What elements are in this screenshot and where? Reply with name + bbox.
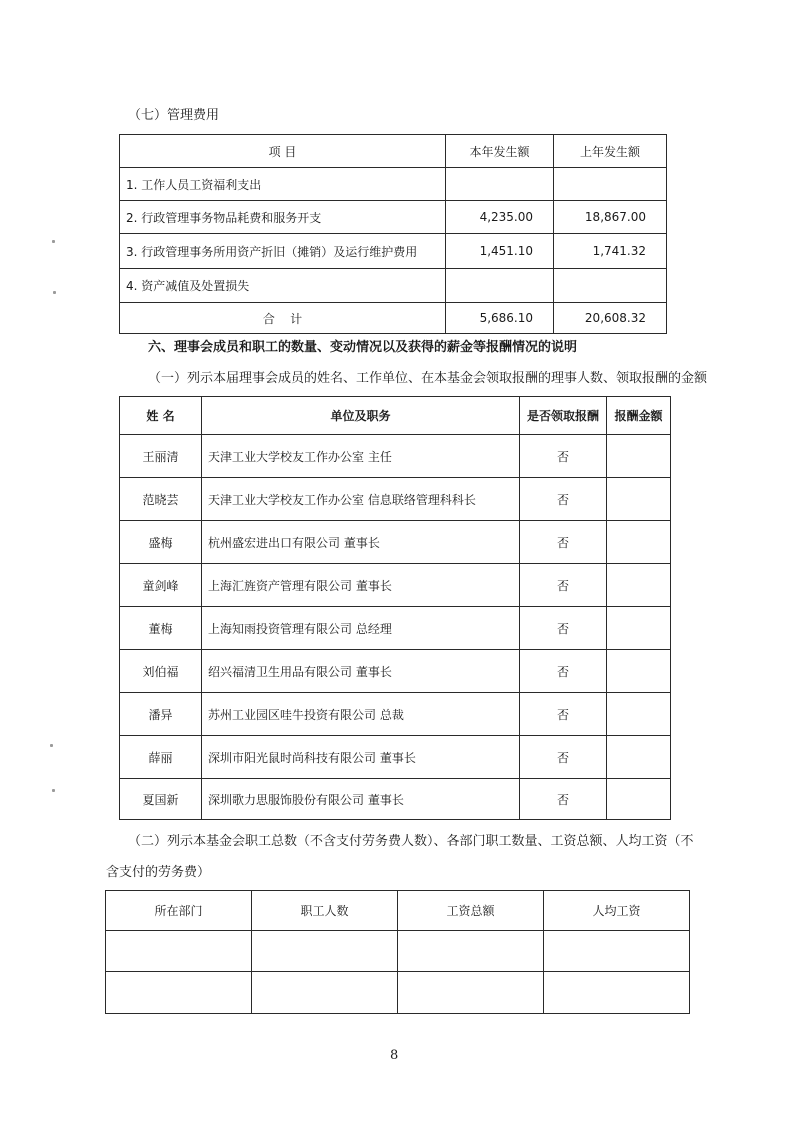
section6-sub2-line2: 含支付的劳务费） <box>106 865 211 880</box>
row-previous: 18,867.00 <box>554 201 667 234</box>
member-paid: 否 <box>520 693 607 736</box>
member-amount <box>607 607 671 650</box>
header-total-wages: 工资总额 <box>398 891 544 931</box>
empty-cell <box>398 931 544 972</box>
table-row <box>120 168 667 201</box>
scan-speck <box>53 291 56 294</box>
row-current <box>446 269 554 303</box>
member-name: 薛丽 <box>120 736 202 779</box>
member-paid: 否 <box>520 779 607 820</box>
empty-cell <box>106 972 252 1014</box>
member-paid: 否 <box>520 736 607 779</box>
member-amount <box>607 564 671 607</box>
member-name: 盛梅 <box>120 521 202 564</box>
header-item: 项 目 <box>120 135 446 168</box>
member-amount <box>607 521 671 564</box>
member-paid: 否 <box>520 435 607 478</box>
member-unit: 杭州盛宏进出口有限公司 董事长 <box>202 521 520 564</box>
table-total-row <box>120 303 667 334</box>
member-amount <box>607 779 671 820</box>
row-previous <box>554 269 667 303</box>
row-item: 2. 行政管理事务物品耗费和服务开支 <box>120 201 446 234</box>
table-row <box>120 435 671 478</box>
member-paid: 否 <box>520 564 607 607</box>
member-unit: 深圳市阳光鼠时尚科技有限公司 董事长 <box>202 736 520 779</box>
section7-title: （七）管理费用 <box>128 108 220 123</box>
table-header-row <box>120 135 667 168</box>
header-headcount: 职工人数 <box>252 891 398 931</box>
row-item: 1. 工作人员工资福利支出 <box>120 168 446 201</box>
member-name: 刘伯福 <box>120 650 202 693</box>
table-row <box>120 521 671 564</box>
table-row <box>120 650 671 693</box>
row-item: 4. 资产减值及处置损失 <box>120 269 446 303</box>
scan-speck <box>52 789 55 792</box>
table-header-row <box>120 397 671 435</box>
header-paid: 是否领取报酬 <box>520 397 607 435</box>
table-header-row <box>106 891 690 931</box>
member-unit: 绍兴福清卫生用品有限公司 董事长 <box>202 650 520 693</box>
member-unit: 上海汇旌资产管理有限公司 董事长 <box>202 564 520 607</box>
header-current: 本年发生额 <box>446 135 554 168</box>
table-row <box>120 779 671 820</box>
table-row <box>120 736 671 779</box>
member-paid: 否 <box>520 650 607 693</box>
empty-cell <box>106 931 252 972</box>
member-unit: 上海知雨投资管理有限公司 总经理 <box>202 607 520 650</box>
header-name: 姓 名 <box>120 397 202 435</box>
header-previous: 上年发生额 <box>554 135 667 168</box>
board-members-table <box>119 396 671 820</box>
member-name: 童剑峰 <box>120 564 202 607</box>
total-previous: 20,608.32 <box>554 303 667 334</box>
header-department: 所在部门 <box>106 891 252 931</box>
row-current: 4,235.00 <box>446 201 554 234</box>
member-amount <box>607 435 671 478</box>
member-amount <box>607 650 671 693</box>
row-current <box>446 168 554 201</box>
table-row <box>106 931 690 972</box>
member-name: 范晓芸 <box>120 478 202 521</box>
member-name: 潘异 <box>120 693 202 736</box>
table-row <box>120 478 671 521</box>
member-amount <box>607 736 671 779</box>
empty-cell <box>544 931 690 972</box>
member-paid: 否 <box>520 478 607 521</box>
row-previous: 1,741.32 <box>554 234 667 269</box>
section6-title: 六、理事会成员和职工的数量、变动情况以及获得的薪金等报酬情况的说明 <box>148 340 578 355</box>
member-unit: 深圳歌力思服饰股份有限公司 董事长 <box>202 779 520 820</box>
table-row <box>120 693 671 736</box>
empty-cell <box>252 931 398 972</box>
total-label: 合 计 <box>120 303 446 334</box>
scan-speck <box>50 744 53 747</box>
header-amount: 报酬金额 <box>607 397 671 435</box>
empty-cell <box>544 972 690 1014</box>
table-row <box>120 269 667 303</box>
member-unit: 苏州工业园区哇牛投资有限公司 总裁 <box>202 693 520 736</box>
total-current: 5,686.10 <box>446 303 554 334</box>
staff-table <box>105 890 690 1014</box>
member-unit: 天津工业大学校友工作办公室 信息联络管理科科长 <box>202 478 520 521</box>
scan-speck <box>52 240 55 243</box>
table-row <box>120 607 671 650</box>
empty-cell <box>252 972 398 1014</box>
table-row <box>106 972 690 1014</box>
empty-cell <box>398 972 544 1014</box>
header-unit: 单位及职务 <box>202 397 520 435</box>
table-row <box>120 234 667 269</box>
member-amount <box>607 693 671 736</box>
member-name: 夏国新 <box>120 779 202 820</box>
row-previous <box>554 168 667 201</box>
table-row <box>120 564 671 607</box>
page-number: 8 <box>390 1048 399 1063</box>
member-paid: 否 <box>520 607 607 650</box>
member-name: 王丽清 <box>120 435 202 478</box>
member-unit: 天津工业大学校友工作办公室 主任 <box>202 435 520 478</box>
member-amount <box>607 478 671 521</box>
member-paid: 否 <box>520 521 607 564</box>
section6-sub2-line1: （二）列示本基金会职工总数（不含支付劳务费人数）、各部门职工数量、工资总额、人均工资（不 <box>128 834 694 849</box>
management-expenses-table <box>119 134 667 334</box>
section6-sub1: （一）列示本届理事会成员的姓名、工作单位、在本基金会领取报酬的理事人数、领取报酬的金额 <box>148 371 708 386</box>
header-average-wage: 人均工资 <box>544 891 690 931</box>
row-item: 3. 行政管理事务所用资产折旧（摊销）及运行维护费用 <box>120 234 446 269</box>
table-row <box>120 201 667 234</box>
row-current: 1,451.10 <box>446 234 554 269</box>
member-name: 董梅 <box>120 607 202 650</box>
